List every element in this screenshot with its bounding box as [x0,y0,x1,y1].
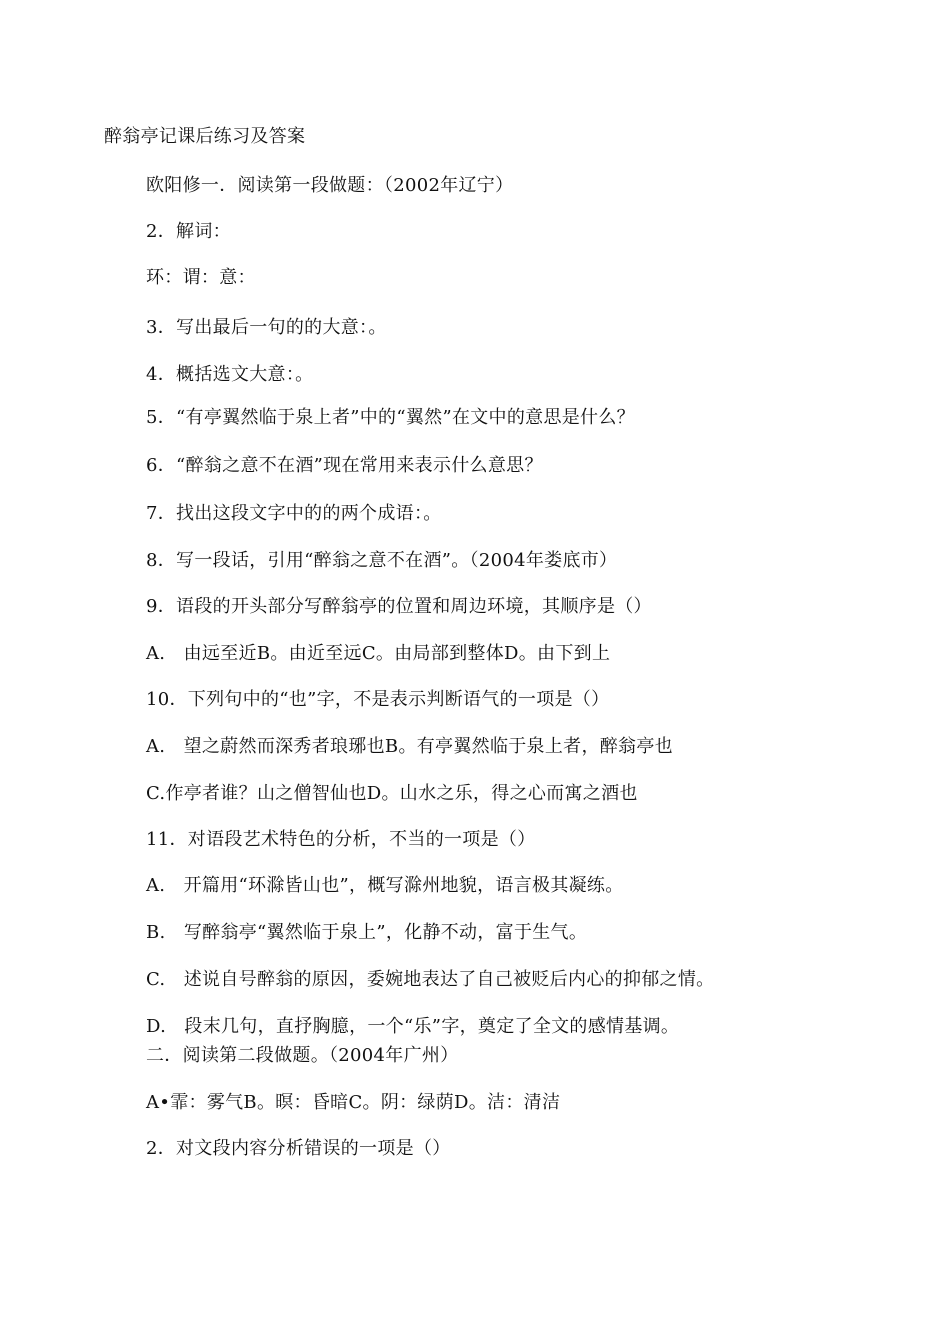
text-line: C. 述说自号醉翁的原因，委婉地表达了自己被贬后内心的抑郁之情。 [146,969,715,990]
text-line: 环：谓：意： [146,267,256,288]
text-line: 4．概括选文大意：。 [146,364,314,385]
text-line: A. 由远至近B。由近至远C。由局部到整体D。由下到上 [146,643,611,664]
text-line: A•霏：雾气B。暝：昏暗C。阴：绿荫D。洁：清洁 [146,1092,561,1113]
text-line: 6．“醉翁之意不在酒”现在常用来表示什么意思？ [146,455,543,476]
text-line: 5．“有亭翼然临于泉上者”中的“翼然”在文中的意思是什么？ [146,407,635,428]
text-line: 8．写一段话，引用“醉翁之意不在酒”。（2004年娄底市） [146,550,618,571]
text-line: D. 段末几句，直抒胸臆，一个“乐”字，奠定了全文的感情基调。 [146,1016,680,1037]
text-line: A. 开篇用“环滁皆山也”，概写滁州地貌，语言极其凝练。 [146,875,624,896]
text-line: 2．对文段内容分析错误的一项是（） [146,1138,451,1159]
document-title: 醉翁亭记课后练习及答案 [104,126,306,147]
text-line: 11．对语段艺术特色的分析，不当的一项是（） [146,829,536,850]
text-line: 二．阅读第二段做题。（2004年广州） [146,1045,459,1066]
text-line: A. 望之蔚然而深秀者琅琊也B。有亭翼然临于泉上者，醉翁亭也 [146,736,673,757]
text-line: C.作亭者谁？山之僧智仙也D。山水之乐，得之心而寓之酒也 [146,783,638,804]
text-line: 欧阳修一．阅读第一段做题：（2002年辽宁） [146,175,514,196]
text-line: 9．语段的开头部分写醉翁亭的位置和周边环境，其顺序是（） [146,596,652,617]
text-line: 3．写出最后一句的的大意：。 [146,317,387,338]
text-line: 7．找出这段文字中的的两个成语：。 [146,503,442,524]
text-line: 2．解词： [146,221,231,242]
text-line: B. 写醉翁亭“翼然临于泉上”，化静不动，富于生气。 [146,922,588,943]
text-line: 10．下列句中的“也”字，不是表示判断语气的一项是（） [146,689,610,710]
